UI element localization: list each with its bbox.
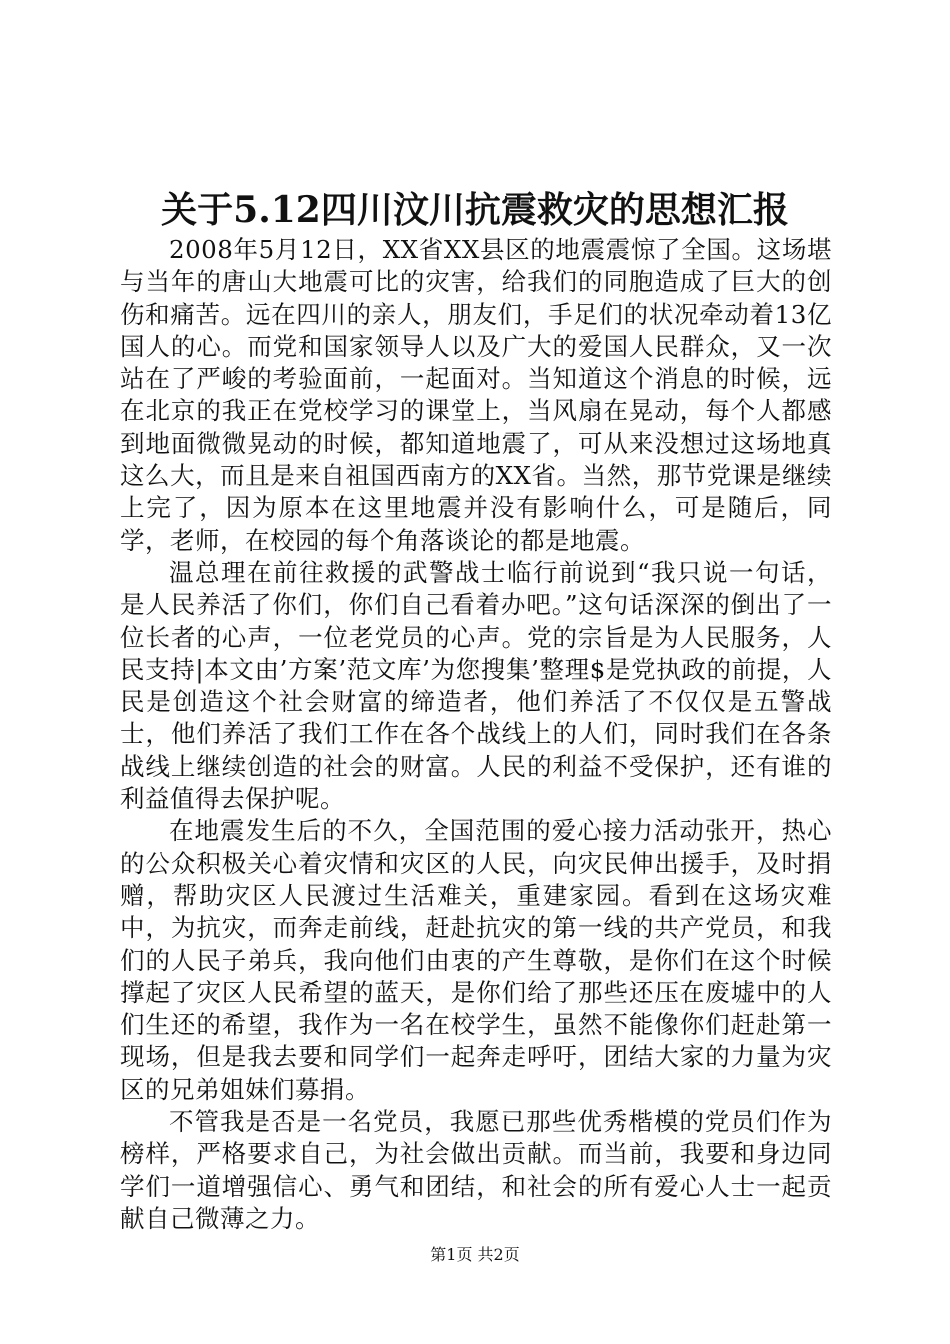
paragraph-2: 温总理在前往救援的武警战士临行前说到“我只说一句话，是人民养活了你们，你们自己看着办吧。”这句话深深的倒出了一位长者的心声，一位老党员的心声。党的宗旨是为人民服务，人民支持|本文由’方案’范文库’为您搜集’整理$是党执政的前提，人民是创造这个社会财富的缔造者，他们养活了不仅仅是五警战士，他们养活了我们工作在各个战线上的人们，同时我们在各条战线上继续创造的社会的财富。人民的利益不受保护，还有谁的利益值得去保护呢。 [120, 557, 832, 814]
document-body [120, 234, 832, 1235]
document-title: 关于5.12四川汶川抗震救灾的思想汇报 [161, 189, 789, 231]
paragraph-4: 不管我是否是一名党员，我愿已那些优秀楷模的党员们作为榜样，严格要求自己，为社会做出贡献。而当前，我要和身边同学们一道增强信心、勇气和团结，和社会的所有爱心人士一起贡献自己微薄之力。 [120, 1107, 832, 1233]
paragraph-1: 2008年5月12日，XX省XX县区的地震震惊了全国。这场堪与当年的唐山大地震可比的灾害，给我们的同胞造成了巨大的创伤和痛苦。远在四川的亲人，朋友们，手足们的状况牵动着13亿国人的心。而党和国家领导人以及广大的爱国人民群众，又一次站在了严峻的考验面前，一起面对。当知道这个消息的时候，远在北京的我正在党校学习的课堂上，当风扇在晃动，每个人都感到地面微微晃动的时候，都知道地震了，可从来没想过这场地真这么大，而且是来自祖国西南方的XX省。当然，那节党课是继续上完了，因为原本在这里地震并没有影响什么，可是随后，同学，老师，在校园的每个角落谈论的都是地震。 [120, 235, 832, 555]
paragraph-3: 在地震发生后的不久，全国范围的爱心接力活动张开，热心的公众积极关心着灾情和灾区的人民，向灾民伸出援手，及时捐赠，帮助灾区人民渡过生活难关，重建家园。看到在这场灾难中，为抗灾，而奔走前线，赶赴抗灾的第一线的共产党员，和我们的人民子弟兵，我向他们由衷的产生尊敬，是你们在这个时候撑起了灾区人民希望的蓝天，是你们给了那些还压在废墟中的人们生还的希望，我作为一名在校学生，虽然不能像你们赶赴第一现场，但是我去要和同学们一起奔走呼吁，团结大家的力量为灾区的兄弟姐妹们募捐。 [120, 816, 832, 1104]
page-footer: 第1页 共2页 [430, 1245, 520, 1264]
